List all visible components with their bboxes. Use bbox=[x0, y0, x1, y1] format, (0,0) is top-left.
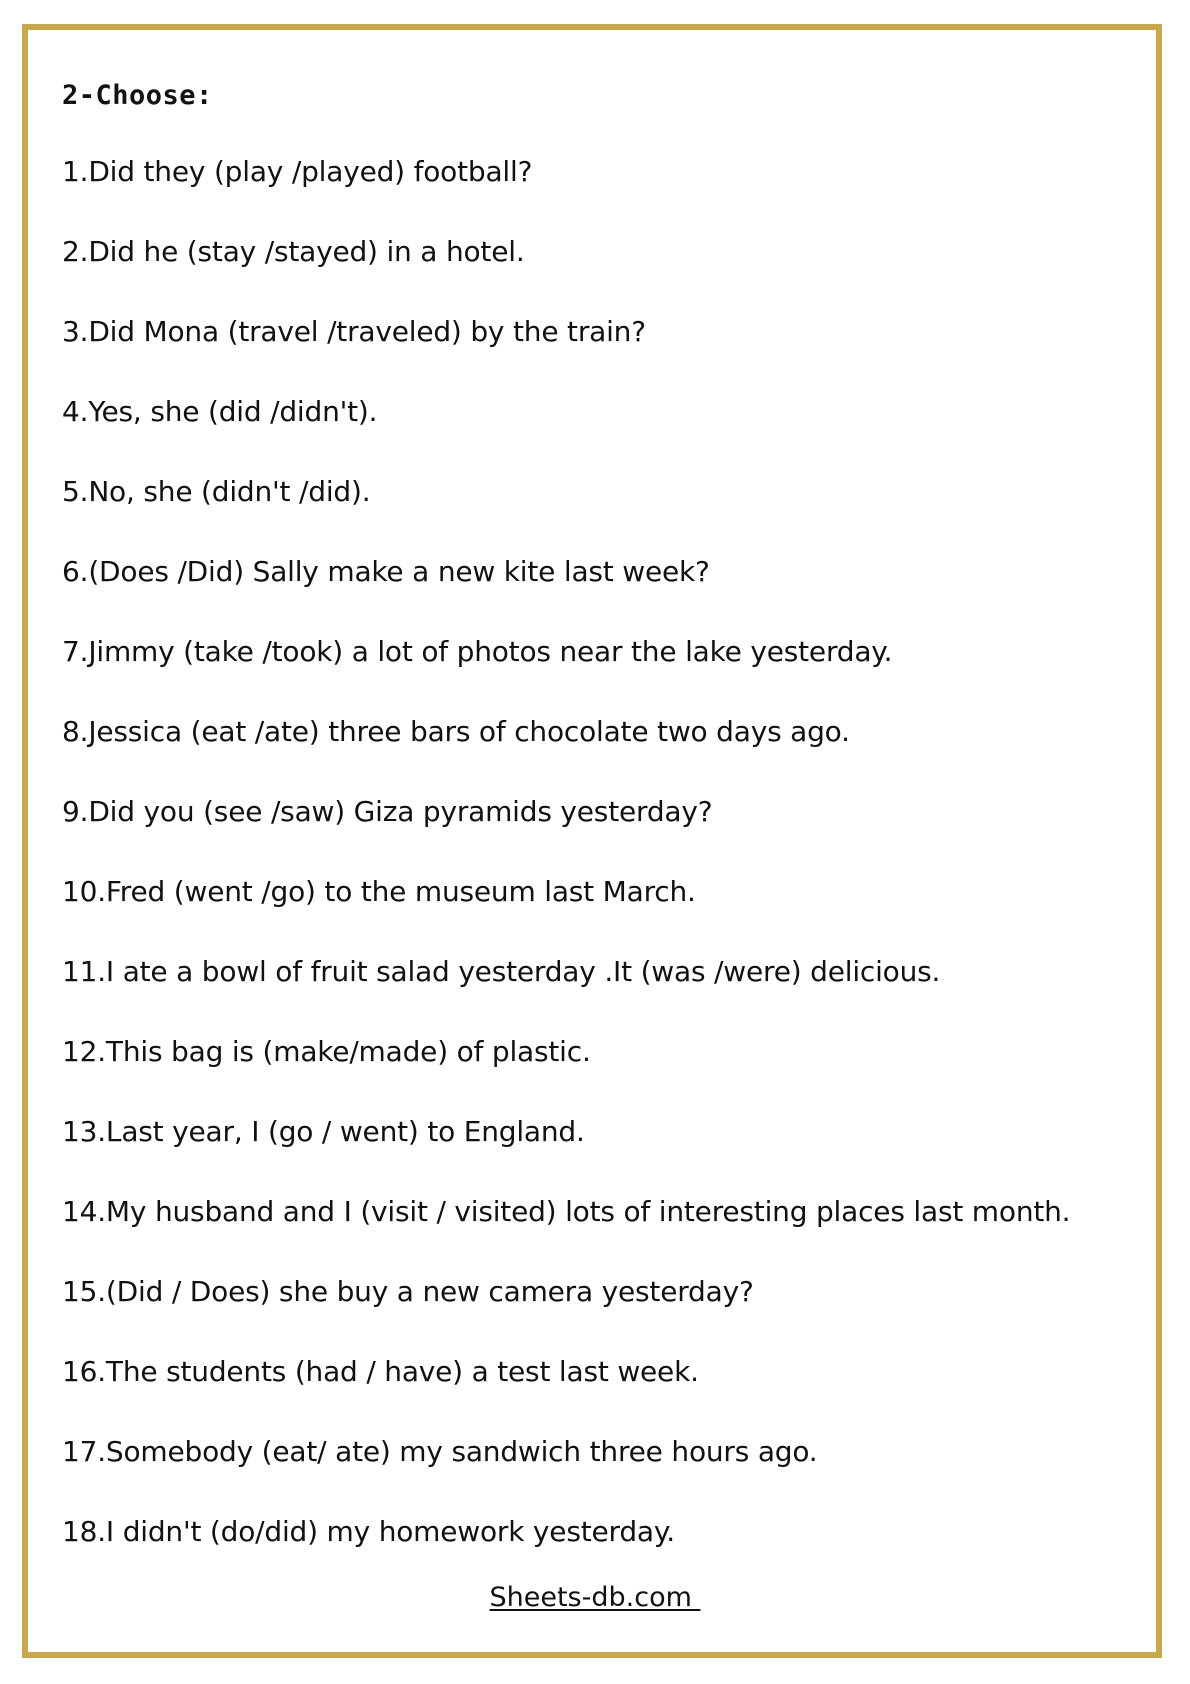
question-item: 13.Last year, I (go / went) to England. bbox=[62, 1115, 585, 1148]
question-item: 9.Did you (see /saw) Giza pyramids yesterday? bbox=[62, 795, 713, 828]
question-item: 16.The students (had / have) a test last week. bbox=[62, 1355, 699, 1388]
question-item: 12.This bag is (make/made) of plastic. bbox=[62, 1035, 591, 1068]
question-item: 11.I ate a bowl of fruit salad yesterday .It (was /were) delicious. bbox=[62, 955, 941, 988]
question-item: 2.Did he (stay /stayed) in a hotel. bbox=[62, 235, 525, 268]
question-item: 1.Did they (play /played) football? bbox=[62, 155, 533, 188]
source-link[interactable]: Sheets-db.com bbox=[489, 1582, 701, 1613]
question-item: 8.Jessica (eat /ate) three bars of chocolate two days ago. bbox=[62, 715, 850, 748]
question-item: 18.I didn't (do/did) my homework yesterday. bbox=[62, 1515, 675, 1548]
question-item: 14.My husband and I (visit / visited) lots of interesting places last month. bbox=[62, 1195, 1071, 1228]
question-list bbox=[62, 156, 1070, 1596]
question-item: 7.Jimmy (take /took) a lot of photos near the lake yesterday. bbox=[62, 635, 893, 668]
question-item: 17.Somebody (eat/ ate) my sandwich three hours ago. bbox=[62, 1435, 818, 1468]
question-item: 10.Fred (went /go) to the museum last March. bbox=[62, 875, 696, 908]
question-item: 15.(Did / Does) she buy a new camera yesterday? bbox=[62, 1275, 754, 1308]
question-item: 3.Did Mona (travel /traveled) by the train? bbox=[62, 315, 646, 348]
exercise-heading: 2-Choose: bbox=[62, 80, 213, 111]
question-item: 6.(Does /Did) Sally make a new kite last week? bbox=[62, 555, 710, 588]
question-item: 4.Yes, she (did /didn't). bbox=[62, 395, 378, 428]
question-item: 5.No, she (didn't /did). bbox=[62, 475, 371, 508]
